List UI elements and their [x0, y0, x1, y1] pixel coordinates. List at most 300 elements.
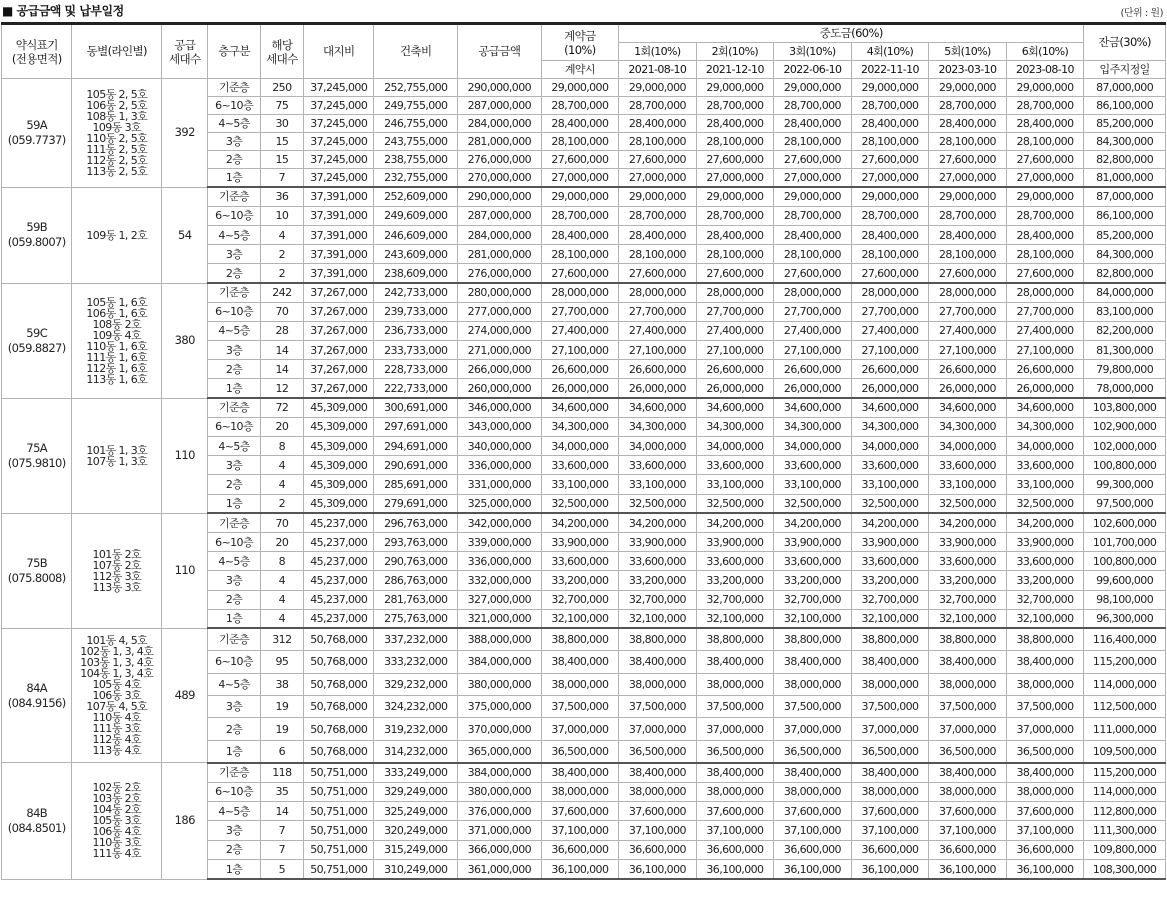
installment-1: 32,500,000 [619, 494, 697, 513]
installment-5: 27,000,000 [929, 169, 1007, 187]
header-installment-6: 6회(10%) [1006, 43, 1084, 61]
dong-line: 106동 3호 [92, 689, 142, 703]
floor: 3층 [208, 341, 260, 360]
contract-amount: 38,800,000 [541, 628, 619, 650]
installment-3: 26,000,000 [774, 379, 852, 398]
installment-1: 28,700,000 [619, 97, 697, 115]
balance-amount: 84,000,000 [1084, 283, 1166, 302]
installment-1: 34,300,000 [619, 417, 697, 436]
balance-amount: 85,200,000 [1084, 225, 1166, 244]
installment-4: 26,000,000 [851, 379, 929, 398]
installment-5: 34,200,000 [929, 513, 1007, 532]
table-row [2, 187, 1166, 206]
building-cost: 279,691,000 [374, 494, 458, 513]
land-cost: 45,309,000 [304, 456, 374, 475]
installment-5: 37,600,000 [929, 802, 1007, 821]
installment-5: 37,000,000 [929, 718, 1007, 740]
land-cost: 37,267,000 [304, 302, 374, 321]
floor: 2층 [208, 840, 260, 859]
header-units: 해당 세대수 [260, 24, 303, 79]
installment-1: 33,200,000 [619, 571, 697, 590]
installment-5: 38,800,000 [929, 628, 1007, 650]
units: 20 [260, 417, 303, 436]
contract-amount: 36,500,000 [541, 740, 619, 762]
installment-4: 38,400,000 [851, 763, 929, 782]
installment-1: 29,000,000 [619, 79, 697, 97]
floor: 기준층 [208, 283, 260, 302]
contract-amount: 34,200,000 [541, 513, 619, 532]
installment-6: 28,700,000 [1006, 206, 1084, 225]
dong-line: 109동 1, 2호 [86, 228, 148, 242]
land-cost: 37,391,000 [304, 225, 374, 244]
header-date-5: 2023-03-10 [929, 61, 1007, 79]
units: 4 [260, 456, 303, 475]
installment-3: 33,100,000 [774, 475, 852, 494]
building-cost: 314,232,000 [374, 740, 458, 762]
units: 20 [260, 532, 303, 551]
units: 38 [260, 673, 303, 695]
balance-amount: 111,000,000 [1084, 718, 1166, 740]
balance-amount: 83,100,000 [1084, 302, 1166, 321]
installment-1: 32,700,000 [619, 590, 697, 609]
header-contract-when: 계약시 [541, 61, 619, 79]
table-header [2, 24, 1166, 79]
supply-price: 321,000,000 [458, 609, 542, 628]
installment-4: 34,600,000 [851, 398, 929, 417]
unit-type: 84A (084.9156) [2, 628, 72, 762]
supply-price: 366,000,000 [458, 840, 542, 859]
land-cost: 37,245,000 [304, 151, 374, 169]
building-cost: 319,232,000 [374, 718, 458, 740]
installment-4: 27,000,000 [851, 169, 929, 187]
units: 72 [260, 398, 303, 417]
land-cost: 50,768,000 [304, 718, 374, 740]
installment-2: 32,100,000 [696, 609, 774, 628]
dong-line: 111동 4호 [92, 847, 142, 861]
installment-3: 36,100,000 [774, 860, 852, 879]
installment-3: 26,600,000 [774, 360, 852, 379]
floor: 1층 [208, 379, 260, 398]
installment-3: 28,000,000 [774, 283, 852, 302]
dong-line: 110동 3호 [92, 836, 142, 850]
units: 242 [260, 283, 303, 302]
installment-2: 27,100,000 [696, 341, 774, 360]
unit-type: 59C (059.8827) [2, 283, 72, 398]
installment-5: 27,600,000 [929, 151, 1007, 169]
installment-3: 34,600,000 [774, 398, 852, 417]
dong-line: 103동 1, 3, 4호 [80, 656, 154, 670]
dong-lines [72, 398, 162, 513]
balance-amount: 98,100,000 [1084, 590, 1166, 609]
installment-2: 28,100,000 [696, 133, 774, 151]
installment-2: 28,000,000 [696, 283, 774, 302]
installment-1: 27,400,000 [619, 321, 697, 340]
installment-6: 38,000,000 [1006, 782, 1084, 801]
land-cost: 50,768,000 [304, 628, 374, 650]
balance-amount: 108,300,000 [1084, 860, 1166, 879]
installment-2: 38,000,000 [696, 782, 774, 801]
installment-6: 26,600,000 [1006, 360, 1084, 379]
installment-4: 38,400,000 [851, 651, 929, 673]
installment-5: 33,900,000 [929, 532, 1007, 551]
installment-1: 36,500,000 [619, 740, 697, 762]
balance-amount: 102,000,000 [1084, 437, 1166, 456]
land-cost: 50,751,000 [304, 802, 374, 821]
building-cost: 324,232,000 [374, 696, 458, 718]
installment-6: 27,600,000 [1006, 151, 1084, 169]
header-type: 약식표기 (전용면적) [2, 24, 72, 79]
installment-5: 33,100,000 [929, 475, 1007, 494]
contract-amount: 28,700,000 [541, 206, 619, 225]
units: 10 [260, 206, 303, 225]
balance-amount: 82,200,000 [1084, 321, 1166, 340]
installment-3: 37,500,000 [774, 696, 852, 718]
installment-1: 34,600,000 [619, 398, 697, 417]
dong-line: 106동 4호 [92, 825, 142, 839]
contract-amount: 37,500,000 [541, 696, 619, 718]
dong-line: 105동 2, 5호 [86, 87, 148, 101]
building-cost: 325,249,000 [374, 802, 458, 821]
units: 95 [260, 651, 303, 673]
unit-label: (단위 : 원) [1120, 8, 1163, 19]
land-cost: 45,237,000 [304, 571, 374, 590]
installment-1: 37,500,000 [619, 696, 697, 718]
units: 250 [260, 79, 303, 97]
installment-6: 29,000,000 [1006, 187, 1084, 206]
installment-6: 32,700,000 [1006, 590, 1084, 609]
land-cost: 37,267,000 [304, 379, 374, 398]
units: 14 [260, 360, 303, 379]
supply-price: 276,000,000 [458, 151, 542, 169]
dong-line: 112동 4호 [92, 733, 142, 747]
land-cost: 37,267,000 [304, 360, 374, 379]
building-cost: 238,609,000 [374, 264, 458, 283]
land-cost: 45,237,000 [304, 609, 374, 628]
units: 7 [260, 821, 303, 840]
supply-price: 361,000,000 [458, 860, 542, 879]
supply-price: 346,000,000 [458, 398, 542, 417]
installment-4: 36,100,000 [851, 860, 929, 879]
supply-price: 327,000,000 [458, 590, 542, 609]
land-cost: 37,267,000 [304, 321, 374, 340]
balance-amount: 99,300,000 [1084, 475, 1166, 494]
dong-line: 111동 1, 6호 [86, 350, 148, 364]
contract-amount: 29,000,000 [541, 79, 619, 97]
contract-amount: 38,000,000 [541, 782, 619, 801]
installment-5: 28,100,000 [929, 133, 1007, 151]
installment-3: 28,100,000 [774, 245, 852, 264]
contract-amount: 37,100,000 [541, 821, 619, 840]
installment-5: 27,600,000 [929, 264, 1007, 283]
building-cost: 236,733,000 [374, 321, 458, 340]
balance-amount: 112,500,000 [1084, 696, 1166, 718]
contract-amount: 36,100,000 [541, 860, 619, 879]
building-cost: 286,763,000 [374, 571, 458, 590]
balance-amount: 87,000,000 [1084, 79, 1166, 97]
installment-4: 27,700,000 [851, 302, 929, 321]
installment-3: 32,100,000 [774, 609, 852, 628]
header-balance-when: 입주지정일 [1084, 61, 1166, 79]
installment-5: 32,500,000 [929, 494, 1007, 513]
installment-4: 29,000,000 [851, 187, 929, 206]
installment-1: 27,700,000 [619, 302, 697, 321]
floor: 4~5층 [208, 321, 260, 340]
building-cost: 222,733,000 [374, 379, 458, 398]
contract-amount: 28,100,000 [541, 133, 619, 151]
floor: 3층 [208, 821, 260, 840]
contract-amount: 26,000,000 [541, 379, 619, 398]
installment-1: 27,100,000 [619, 341, 697, 360]
supply-price: 284,000,000 [458, 115, 542, 133]
installment-1: 26,000,000 [619, 379, 697, 398]
contract-amount: 38,000,000 [541, 673, 619, 695]
balance-amount: 96,300,000 [1084, 609, 1166, 628]
contract-amount: 32,500,000 [541, 494, 619, 513]
header-installment-1: 1회(10%) [619, 43, 697, 61]
installment-5: 28,700,000 [929, 97, 1007, 115]
building-cost: 252,755,000 [374, 79, 458, 97]
contract-amount: 27,400,000 [541, 321, 619, 340]
dong-line: 107동 1, 3호 [86, 454, 148, 468]
installment-6: 27,400,000 [1006, 321, 1084, 340]
installment-5: 28,000,000 [929, 283, 1007, 302]
floor: 1층 [208, 740, 260, 762]
units: 36 [260, 187, 303, 206]
contract-amount: 27,600,000 [541, 151, 619, 169]
dong-line: 105동 4호 [92, 678, 142, 692]
balance-amount: 86,100,000 [1084, 97, 1166, 115]
balance-amount: 100,800,000 [1084, 552, 1166, 571]
installment-4: 32,100,000 [851, 609, 929, 628]
installment-6: 34,600,000 [1006, 398, 1084, 417]
contract-amount: 32,700,000 [541, 590, 619, 609]
installment-1: 27,600,000 [619, 264, 697, 283]
installment-3: 38,400,000 [774, 763, 852, 782]
installment-4: 28,700,000 [851, 97, 929, 115]
building-cost: 296,763,000 [374, 513, 458, 532]
balance-amount: 100,800,000 [1084, 456, 1166, 475]
balance-amount: 99,600,000 [1084, 571, 1166, 590]
dong-line: 101동 1, 3호 [86, 443, 148, 457]
contract-amount: 26,600,000 [541, 360, 619, 379]
installment-5: 32,100,000 [929, 609, 1007, 628]
building-cost: 252,609,000 [374, 187, 458, 206]
installment-5: 27,700,000 [929, 302, 1007, 321]
installment-3: 37,100,000 [774, 821, 852, 840]
supply-price: 336,000,000 [458, 456, 542, 475]
dong-line: 113동 1, 6호 [86, 372, 148, 386]
installment-1: 26,600,000 [619, 360, 697, 379]
installment-4: 34,300,000 [851, 417, 929, 436]
units: 75 [260, 97, 303, 115]
installment-3: 27,600,000 [774, 151, 852, 169]
installment-2: 28,700,000 [696, 97, 774, 115]
dong-lines [72, 79, 162, 188]
floor: 2층 [208, 590, 260, 609]
installment-2: 33,200,000 [696, 571, 774, 590]
contract-amount: 27,100,000 [541, 341, 619, 360]
header-date-1: 2021-08-10 [619, 61, 697, 79]
installment-5: 37,500,000 [929, 696, 1007, 718]
installment-3: 29,000,000 [774, 79, 852, 97]
installment-6: 38,400,000 [1006, 763, 1084, 782]
supply-price: 284,000,000 [458, 225, 542, 244]
floor: 4~5층 [208, 673, 260, 695]
installment-2: 28,400,000 [696, 115, 774, 133]
floor: 2층 [208, 718, 260, 740]
installment-1: 36,100,000 [619, 860, 697, 879]
floor: 3층 [208, 245, 260, 264]
installment-4: 27,600,000 [851, 264, 929, 283]
installment-5: 28,400,000 [929, 225, 1007, 244]
building-cost: 297,691,000 [374, 417, 458, 436]
supply-price: 380,000,000 [458, 673, 542, 695]
table-row [2, 628, 1166, 650]
units: 118 [260, 763, 303, 782]
installment-5: 28,700,000 [929, 206, 1007, 225]
land-cost: 50,768,000 [304, 673, 374, 695]
floor: 1층 [208, 860, 260, 879]
floor: 6~10층 [208, 532, 260, 551]
title-bar [0, 0, 1167, 22]
installment-2: 27,600,000 [696, 151, 774, 169]
dong-line: 106동 1, 6호 [86, 306, 148, 320]
header-price: 공급금액 [458, 24, 542, 79]
installment-1: 27,600,000 [619, 151, 697, 169]
dong-lines [72, 187, 162, 283]
installment-5: 27,400,000 [929, 321, 1007, 340]
floor: 6~10층 [208, 782, 260, 801]
supply-price: 280,000,000 [458, 283, 542, 302]
dong-lines [72, 513, 162, 628]
supply-price: 343,000,000 [458, 417, 542, 436]
installment-6: 37,600,000 [1006, 802, 1084, 821]
land-cost: 37,245,000 [304, 97, 374, 115]
land-cost: 37,391,000 [304, 187, 374, 206]
supply-price: 281,000,000 [458, 133, 542, 151]
installment-2: 27,000,000 [696, 169, 774, 187]
installment-2: 34,200,000 [696, 513, 774, 532]
installment-6: 28,100,000 [1006, 133, 1084, 151]
installment-3: 29,000,000 [774, 187, 852, 206]
balance-amount: 102,600,000 [1084, 513, 1166, 532]
land-cost: 37,245,000 [304, 133, 374, 151]
dong-line: 102동 1, 3, 4호 [80, 645, 154, 659]
land-cost: 50,751,000 [304, 782, 374, 801]
installment-2: 26,000,000 [696, 379, 774, 398]
floor: 6~10층 [208, 97, 260, 115]
contract-amount: 36,600,000 [541, 840, 619, 859]
contract-amount: 27,000,000 [541, 169, 619, 187]
dong-line: 113동 4호 [92, 744, 142, 758]
installment-1: 32,100,000 [619, 609, 697, 628]
installment-2: 33,900,000 [696, 532, 774, 551]
installment-6: 38,400,000 [1006, 651, 1084, 673]
installment-2: 34,000,000 [696, 437, 774, 456]
units: 2 [260, 245, 303, 264]
floor: 3층 [208, 456, 260, 475]
building-cost: 290,763,000 [374, 552, 458, 571]
balance-amount: 82,800,000 [1084, 264, 1166, 283]
building-cost: 310,249,000 [374, 860, 458, 879]
building-cost: 281,763,000 [374, 590, 458, 609]
installment-1: 33,600,000 [619, 456, 697, 475]
balance-amount: 81,000,000 [1084, 169, 1166, 187]
supply-price: 325,000,000 [458, 494, 542, 513]
floor: 4~5층 [208, 115, 260, 133]
installment-4: 38,000,000 [851, 782, 929, 801]
building-cost: 300,691,000 [374, 398, 458, 417]
installment-6: 29,000,000 [1006, 79, 1084, 97]
supply-count: 392 [162, 79, 208, 188]
installment-6: 26,000,000 [1006, 379, 1084, 398]
units: 12 [260, 379, 303, 398]
building-cost: 228,733,000 [374, 360, 458, 379]
installment-4: 37,500,000 [851, 696, 929, 718]
land-cost: 45,237,000 [304, 552, 374, 571]
floor: 2층 [208, 264, 260, 283]
installment-3: 34,300,000 [774, 417, 852, 436]
header-dong: 동별(라인별) [72, 24, 162, 79]
dong-line: 112동 2, 5호 [86, 153, 148, 167]
contract-amount: 38,400,000 [541, 763, 619, 782]
floor: 2층 [208, 151, 260, 169]
installment-6: 37,000,000 [1006, 718, 1084, 740]
building-cost: 239,733,000 [374, 302, 458, 321]
installment-4: 37,100,000 [851, 821, 929, 840]
installment-1: 38,400,000 [619, 763, 697, 782]
balance-amount: 81,300,000 [1084, 341, 1166, 360]
header-date-4: 2022-11-10 [851, 61, 929, 79]
installment-4: 38,800,000 [851, 628, 929, 650]
installment-6: 33,100,000 [1006, 475, 1084, 494]
installment-4: 28,400,000 [851, 225, 929, 244]
installment-5: 33,600,000 [929, 456, 1007, 475]
balance-amount: 111,300,000 [1084, 821, 1166, 840]
land-cost: 45,309,000 [304, 398, 374, 417]
installment-3: 27,700,000 [774, 302, 852, 321]
header-land: 대지비 [304, 24, 374, 79]
installment-4: 28,700,000 [851, 206, 929, 225]
balance-amount: 84,300,000 [1084, 245, 1166, 264]
installment-6: 28,100,000 [1006, 245, 1084, 264]
contract-amount: 27,600,000 [541, 264, 619, 283]
floor: 1층 [208, 494, 260, 513]
balance-amount: 97,500,000 [1084, 494, 1166, 513]
floor: 6~10층 [208, 417, 260, 436]
land-cost: 50,751,000 [304, 821, 374, 840]
installment-2: 36,100,000 [696, 860, 774, 879]
land-cost: 37,267,000 [304, 283, 374, 302]
balance-amount: 114,000,000 [1084, 673, 1166, 695]
installment-1: 28,100,000 [619, 245, 697, 264]
installment-1: 34,200,000 [619, 513, 697, 532]
units: 70 [260, 302, 303, 321]
balance-amount: 103,800,000 [1084, 398, 1166, 417]
installment-4: 32,700,000 [851, 590, 929, 609]
installment-1: 28,700,000 [619, 206, 697, 225]
installment-6: 33,600,000 [1006, 456, 1084, 475]
installment-2: 28,100,000 [696, 245, 774, 264]
contract-amount: 29,000,000 [541, 187, 619, 206]
building-cost: 275,763,000 [374, 609, 458, 628]
installment-2: 37,600,000 [696, 802, 774, 821]
installment-5: 34,300,000 [929, 417, 1007, 436]
installment-6: 32,500,000 [1006, 494, 1084, 513]
balance-amount: 115,200,000 [1084, 763, 1166, 782]
balance-amount: 82,800,000 [1084, 151, 1166, 169]
header-middle: 중도금(60%) [619, 24, 1084, 43]
